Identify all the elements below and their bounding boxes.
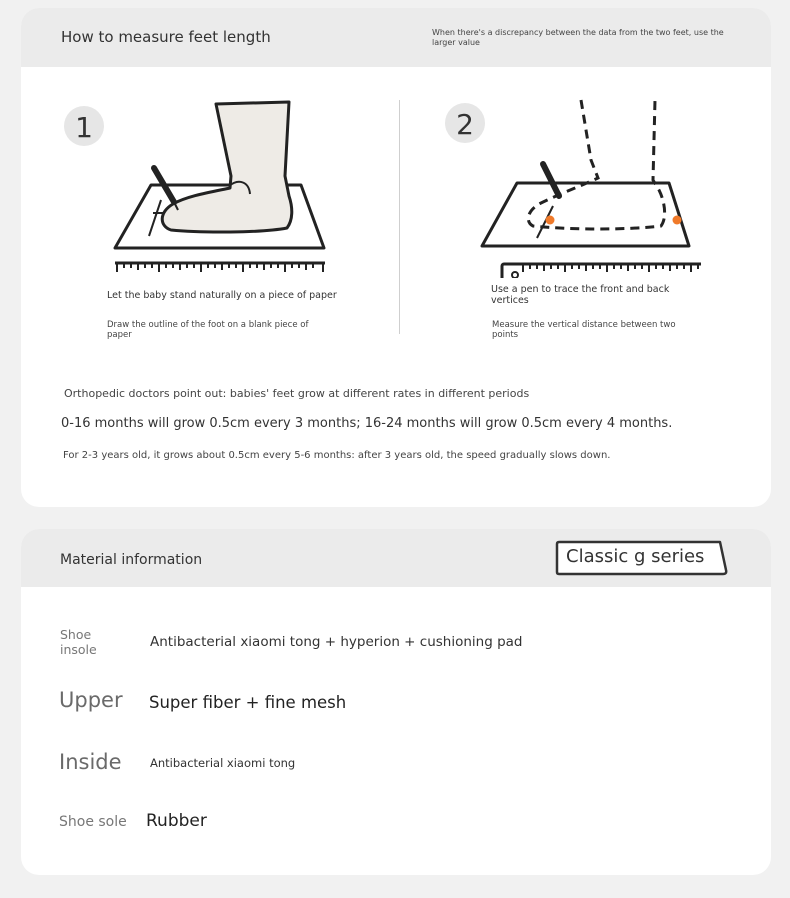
sole-label: Shoe sole	[59, 814, 127, 830]
measure-card	[21, 8, 771, 507]
growth-intro: Orthopedic doctors point out: babies' feet grow at different rates in different periods	[64, 387, 530, 400]
material-title: Material information	[60, 552, 203, 568]
step1-caption1: Let the baby stand naturally on a piece of paper	[107, 290, 337, 301]
inside-value: Antibacterial xiaomi tong	[150, 756, 296, 770]
upper-label: Upper	[59, 688, 123, 712]
steps-divider	[399, 100, 400, 334]
series-badge-label: Classic g series	[566, 546, 705, 567]
step1-number: 1	[75, 111, 93, 144]
material-card	[21, 529, 771, 875]
sole-value: Rubber	[146, 811, 207, 831]
step1-caption2: Draw the outline of the foot on a blank piece of paper	[107, 320, 309, 340]
step2-number: 2	[456, 108, 474, 141]
growth-rate-toddler: For 2-3 years old, it grows about 0.5cm every 5-6 months: after 3 years old, the speed gradually slows down.	[63, 450, 611, 461]
upper-value: Super fiber + fine mesh	[149, 693, 347, 712]
step2-caption2: Measure the vertical distance between two points	[492, 320, 676, 340]
front-vertex-dot	[673, 216, 682, 225]
insole-value: Antibacterial xiaomi tong + hyperion + cushioning pad	[150, 634, 523, 650]
measure-title: How to measure feet length	[61, 28, 271, 46]
growth-rate-infant: 0-16 months will grow 0.5cm every 3 months; 16-24 months will grow 0.5cm every 4 months.	[61, 416, 673, 431]
back-vertex-dot	[546, 216, 555, 225]
inside-label: Inside	[59, 750, 122, 774]
step2-illustration	[441, 98, 701, 278]
insole-label: Shoe insole	[60, 627, 97, 657]
step1-illustration	[61, 100, 351, 275]
step2-caption1: Use a pen to trace the front and back vertices	[491, 284, 670, 306]
measure-note: When there's a discrepancy between the data from the two feet, use the larger value	[432, 28, 724, 47]
